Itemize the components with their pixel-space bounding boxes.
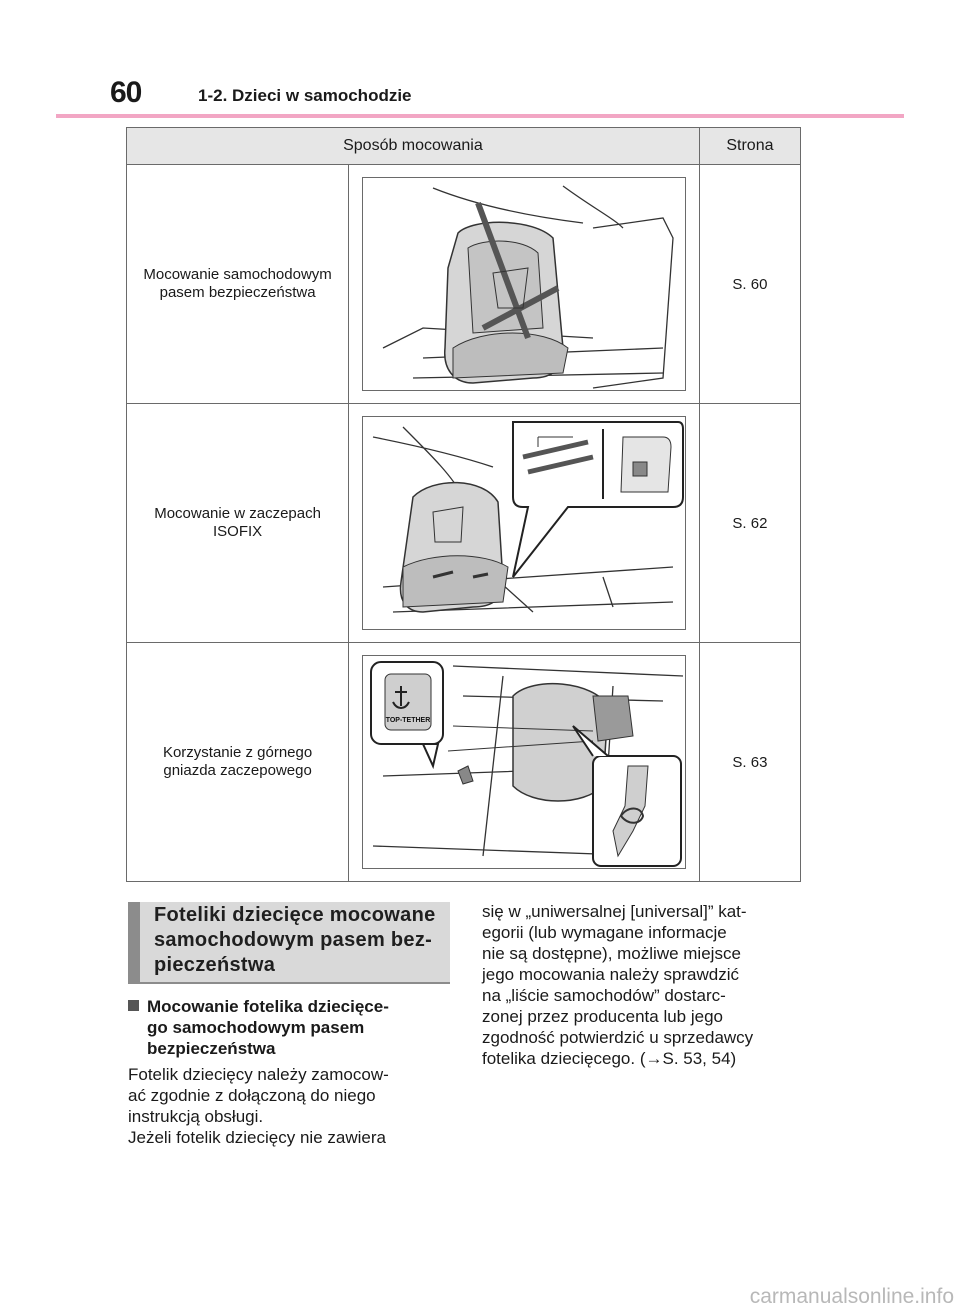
item-heading-line2: go samochodowym pasem — [147, 1018, 365, 1037]
watermark: carmanualsonline.info — [749, 1285, 954, 1308]
header-method: Sposób mocowania — [127, 128, 700, 165]
body-text-right: się w „uniwersalnej [universal]” kat- egorii (lub wymagane informacje nie są dostępne), możliwe miejsce jego mocowania należy sprawdzić na „liście samochodów” dostarc- zonej przez producenta lub jego zgodność potwierdzić u sprzedawcy fotelika dziecięcego. (→S. 53, 54) — [482, 902, 754, 1068]
table-row — [127, 643, 801, 882]
item-heading — [128, 996, 448, 1059]
method-seatbelt: Mocowanie samochodowym pasem bezpieczeństwa — [127, 165, 349, 404]
subsection-title: Foteliki dziecięce mocowane samochodowym pasem bez-pieczeństwa — [154, 904, 436, 976]
header-rule — [56, 114, 904, 118]
isofix-mount-illustration — [362, 416, 686, 630]
item-heading-line3: bezpieczeństwa — [147, 1039, 276, 1058]
top-tether-label: TOP-TETHER — [385, 717, 431, 724]
page-ref-62: S. 62 — [699, 404, 800, 643]
section-title: 1-2. Dzieci w samochodzie — [198, 86, 412, 105]
header-page: Strona — [699, 128, 800, 165]
method-top-tether: Korzystanie z górnego gniazda zaczepowego — [127, 643, 349, 882]
body-text-left: Fotelik dziecięcy należy zamocow- ać zgodnie z dołączoną do niego instrukcją obsługi. Jeżeli fotelik dziecięcy nie zawiera — [128, 1065, 389, 1147]
mounting-table — [126, 127, 801, 882]
page-ref-60: S. 60 — [699, 165, 800, 404]
subsection-heading — [128, 902, 450, 984]
table-row — [127, 165, 801, 404]
table-row — [127, 404, 801, 643]
top-tether-illustration — [362, 655, 686, 869]
method-isofix: Mocowanie w zaczepach ISOFIX — [127, 404, 349, 643]
page-number: 60 — [110, 76, 142, 109]
page-ref-63: S. 63 — [699, 643, 800, 882]
seatbelt-mount-illustration — [362, 177, 686, 391]
square-bullet-icon — [128, 1000, 139, 1011]
item-heading-line1: Mocowanie fotelika dziecięce- — [147, 997, 389, 1016]
